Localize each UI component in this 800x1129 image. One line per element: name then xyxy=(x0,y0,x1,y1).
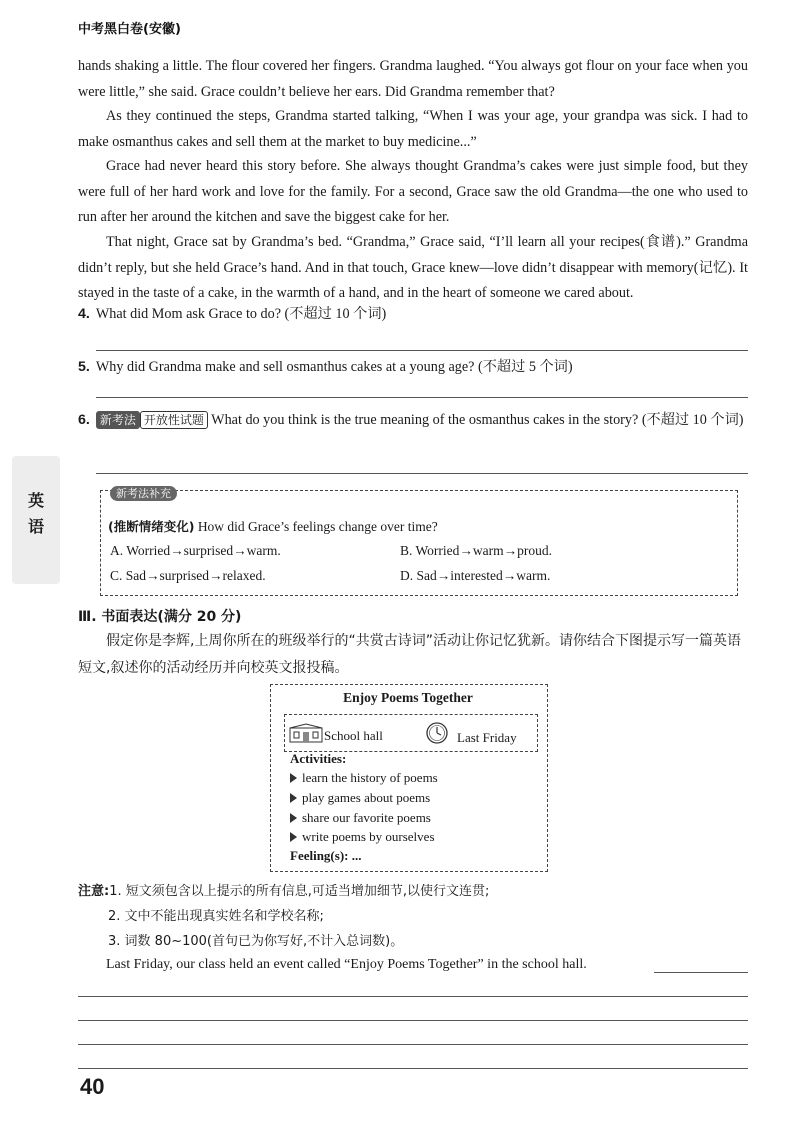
question-number: 6. xyxy=(78,412,90,428)
poster-time: Last Friday xyxy=(457,730,517,745)
note-2: 2. 文中不能出现真实姓名和学校名称; xyxy=(108,909,324,924)
question-number: 4. xyxy=(78,306,90,322)
passage-paragraph: That night, Grace sat by Grandma’s bed. “Grandma,” Grace said, “I’ll learn all your recipes(食谱).” Grandma didn’t reply, but she held Grace’s hand. And in that touch, Grace knew—love didn’t disappear with memory(记忆). It stayed in the taste of a cake, in the warmth of a hand, and in the heart of someone we cared about. xyxy=(78,234,748,301)
activity-item: learn the history of poems xyxy=(290,770,438,786)
prompt-text: How did Grace’s feelings change over time? xyxy=(197,519,438,534)
note-1: 注意:1. 短文须包含以上提示的所有信息,可适当增加细节,以使行文连贯; xyxy=(78,884,490,899)
starter-sentence: Last Friday, our class held an event called “Enjoy Poems Together” in the school hall. xyxy=(106,957,587,972)
question-number: 5. xyxy=(78,359,90,375)
arrow-bullet-icon xyxy=(290,793,297,803)
question-text: Why did Grandma make and sell osmanthus cakes at a young age? (不超过 5 个词) xyxy=(95,359,573,375)
activity-item: write poems by ourselves xyxy=(290,829,435,845)
feelings-label: Feeling(s): ... xyxy=(290,848,362,863)
page-header: 中考黑白卷(安徽) xyxy=(78,22,181,37)
option-a[interactable]: A. Worried→surprised→warm. xyxy=(110,543,281,558)
arrow-bullet-icon xyxy=(290,832,297,842)
page-number: 40 xyxy=(80,1074,105,1099)
option-d[interactable]: D. Sad→interested→warm. xyxy=(400,568,551,583)
writing-instruction: 假定你是李辉,上周你所在的班级举行的“共赏古诗词”活动让你记忆犹新。请你结合下图提示写一篇英语短文,叙述你的活动经历并向校英文报投稿。 xyxy=(78,633,741,676)
question-4 xyxy=(78,302,748,326)
subject-label: 英语 xyxy=(28,491,45,536)
supplement-badge: 新考法补充 xyxy=(110,486,177,501)
answer-line[interactable] xyxy=(654,972,748,973)
answer-line[interactable] xyxy=(78,1068,748,1069)
question-6 xyxy=(78,408,748,432)
activity-item: play games about poems xyxy=(290,790,430,806)
question-5 xyxy=(78,355,748,379)
answer-line[interactable] xyxy=(78,1044,748,1045)
section-title: Ⅲ. 书面表达(满分 20 分) xyxy=(78,609,242,625)
note-label: 注意: xyxy=(78,884,110,899)
open-question-tag: 开放性试题 xyxy=(140,411,208,429)
building-icon xyxy=(289,723,323,748)
poster-title: Enjoy Poems Together xyxy=(343,690,473,705)
note-3: 3. 词数 80~100(首句已为你写好,不计入总词数)。 xyxy=(108,934,404,949)
poster-place: School hall xyxy=(324,728,383,743)
arrow-bullet-icon xyxy=(290,813,297,823)
answer-line[interactable] xyxy=(78,996,748,997)
passage-paragraph: hands shaking a little. The flour covered her fingers. Grandma laughed. “You always got flour on your face when you were little,” she said. Grace couldn’t believe her ears. Did Grandma remember that? xyxy=(78,58,748,100)
answer-line[interactable] xyxy=(96,350,748,351)
activities-label: Activities: xyxy=(290,751,347,766)
question-text: What did Mom ask Grace to do? (不超过 10 个词) xyxy=(95,306,387,322)
option-b[interactable]: B. Worried→warm→proud. xyxy=(400,543,553,558)
answer-line[interactable] xyxy=(78,1020,748,1021)
answer-line[interactable] xyxy=(96,473,748,474)
prompt-tag: (推断情绪变化) xyxy=(108,519,195,534)
answer-line[interactable] xyxy=(96,397,748,398)
passage-paragraph: Grace had never heard this story before. She always thought Grandma’s cakes were just simple food, but they were full of her hard work and love for the family. For a second, Grace saw the old Grandma—the one who used to run after her around the kitchen and save the biggest cake for her. xyxy=(78,158,748,225)
new-method-tag: 新考法 xyxy=(96,411,140,429)
question-text: What do you think is the true meaning of the osmanthus cakes in the story? (不超过 10 个词) xyxy=(211,412,744,428)
arrow-bullet-icon xyxy=(290,773,297,783)
option-c[interactable]: C. Sad→surprised→relaxed. xyxy=(110,568,266,583)
clock-icon xyxy=(425,721,449,750)
extra-prompt xyxy=(108,517,438,535)
activity-item: share our favorite poems xyxy=(290,810,431,826)
passage-paragraph: As they continued the steps, Grandma started talking, “When I was your age, your grandpa was sick. I had to make osmanthus cakes and sell them at the market to buy medicine...” xyxy=(78,108,748,150)
